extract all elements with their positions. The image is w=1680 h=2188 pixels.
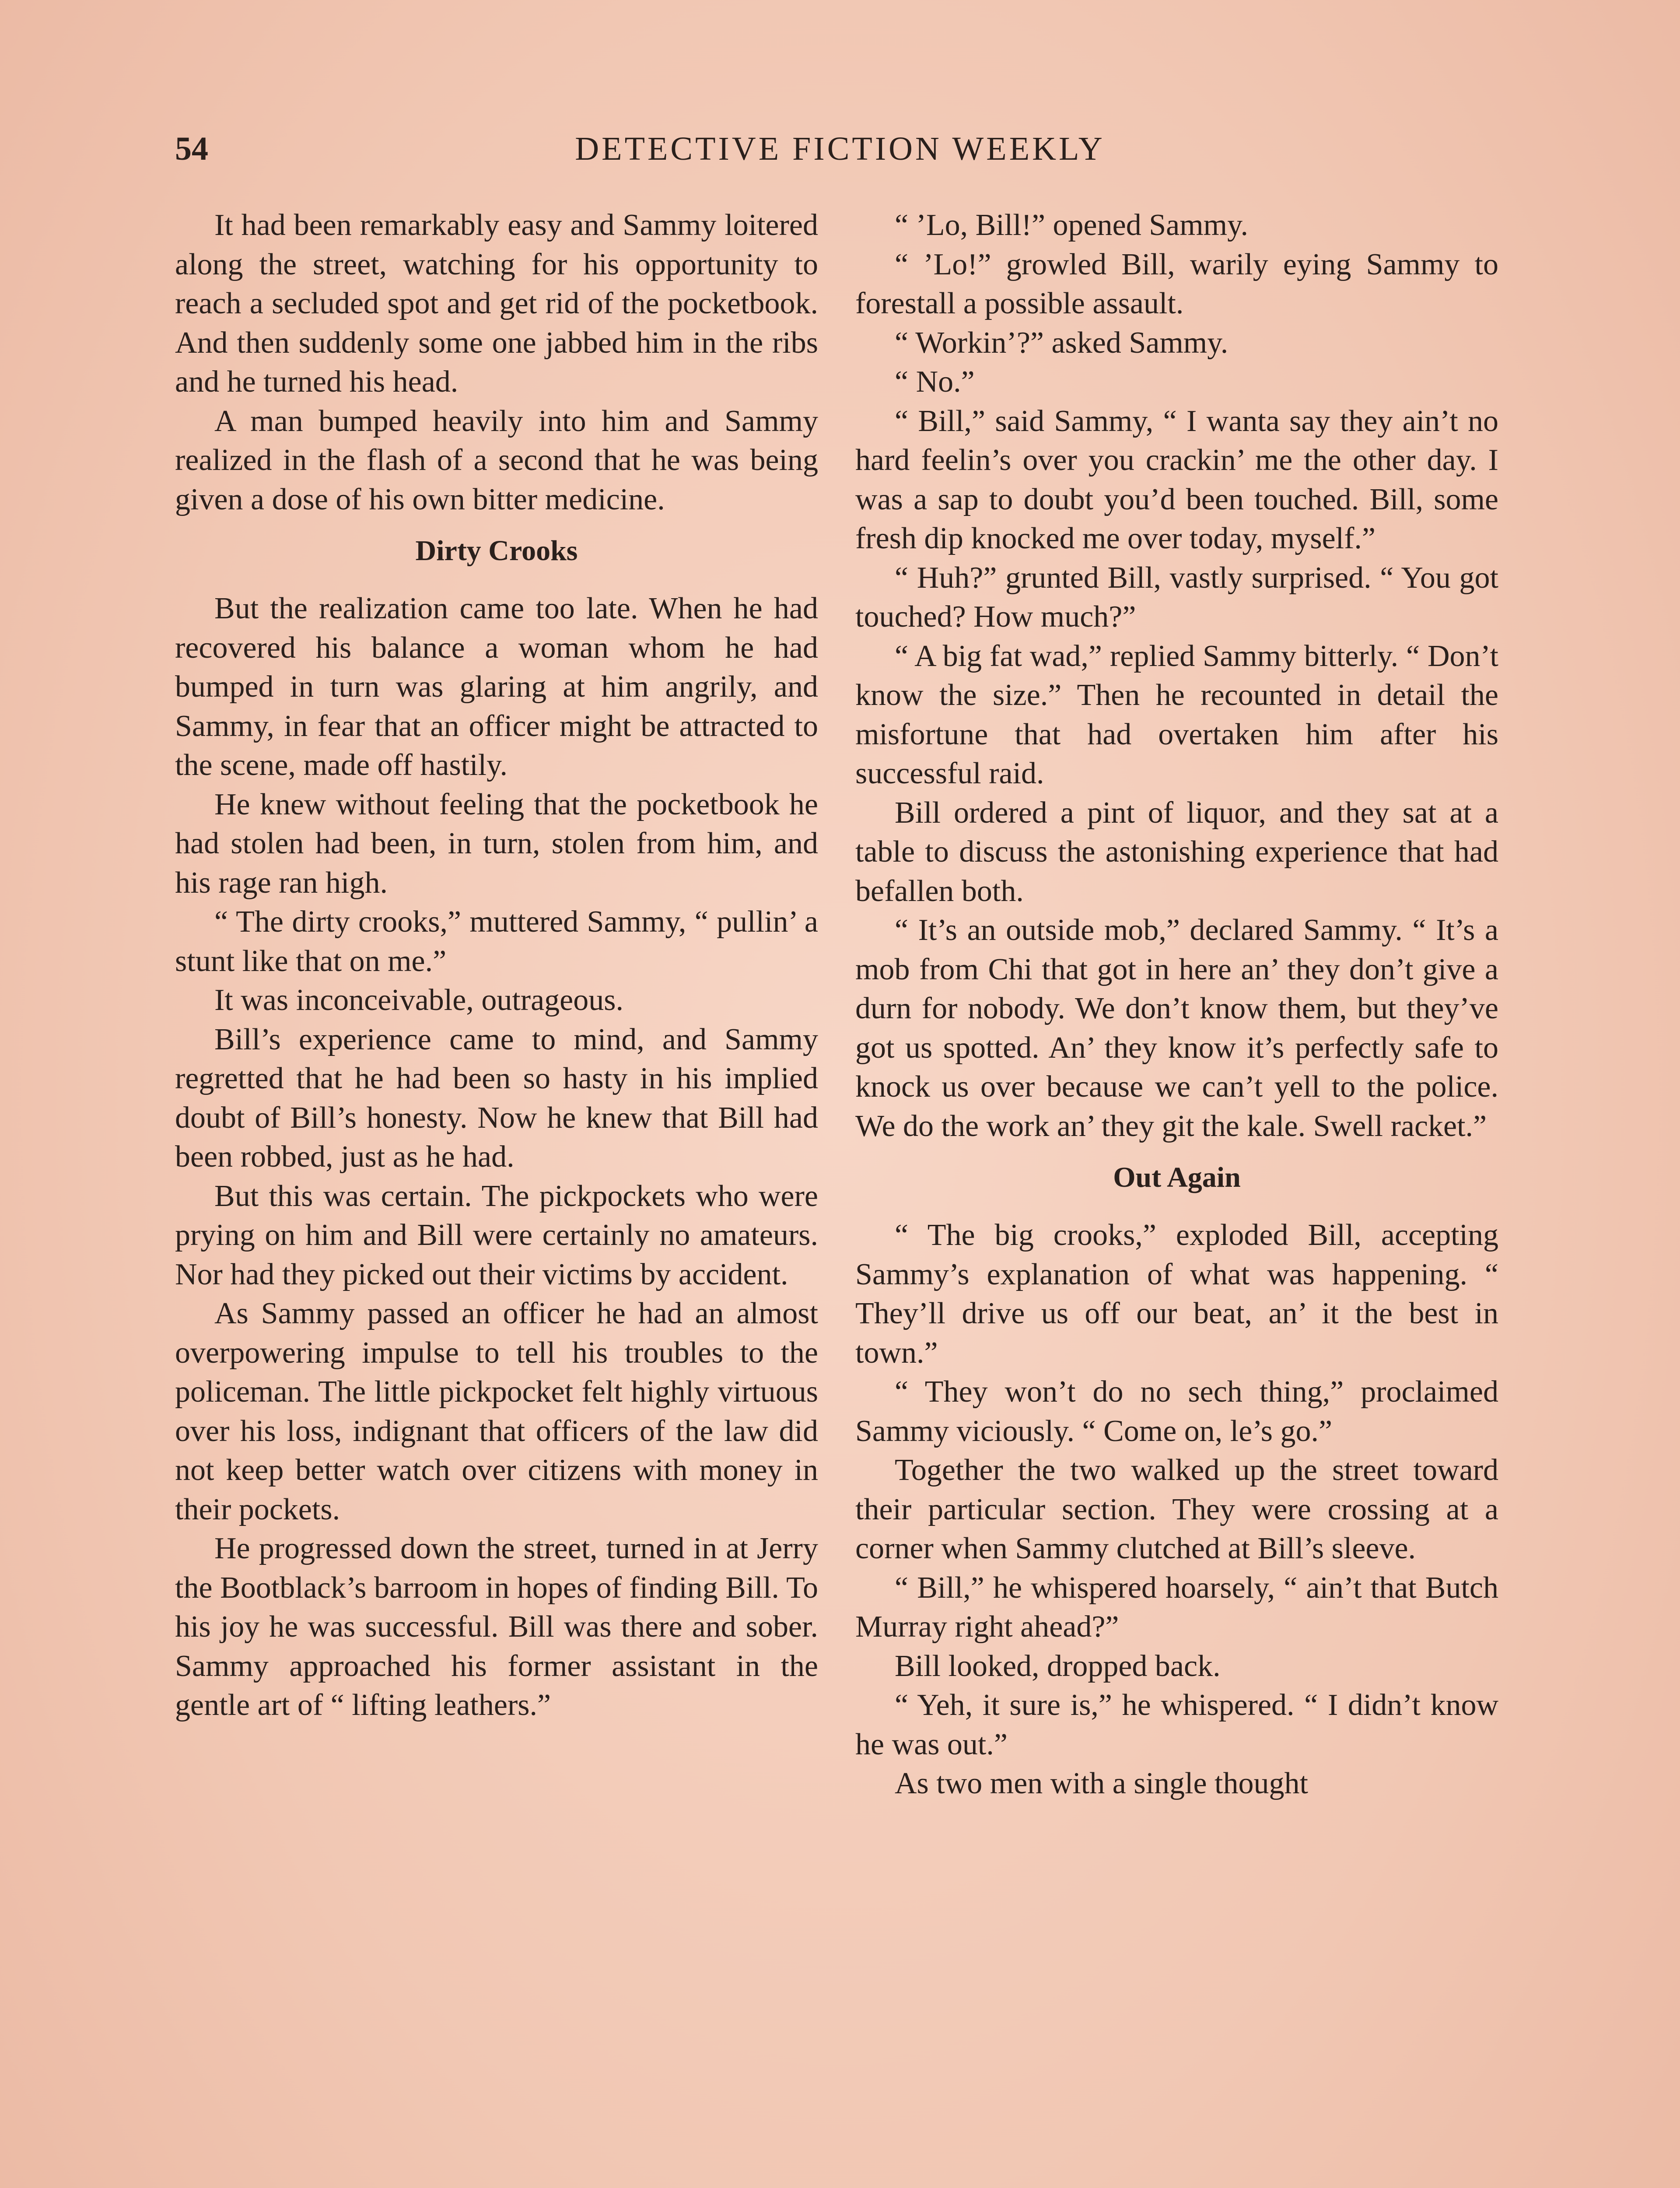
paragraph: “ No.” bbox=[895, 365, 975, 399]
right-column bbox=[855, 206, 1498, 1803]
paragraph: As two men with a single thought bbox=[895, 1767, 1308, 1800]
paragraph: “ Bill,” he whispered hoarsely, “ ain’t that Butch Murray right ahead?” bbox=[855, 1571, 1498, 1644]
paragraph: “ Yeh, it sure is,” he whispered. “ I didn’t know he was out.” bbox=[855, 1688, 1498, 1761]
paragraph: “ A big fat wad,” replied Sammy bitterly. “ Don’t know the size.” Then he recounted in detail the misfortune that had overtaken him after his successful raid. bbox=[855, 639, 1498, 790]
paragraph: But this was certain. The pickpockets who were prying on him and Bill were certainly no amateurs. Nor had they picked out their victims by accident. bbox=[175, 1179, 818, 1291]
page-header bbox=[175, 125, 1505, 173]
paragraph: “ Huh?” grunted Bill, vastly surprised. “ You got touched? How much?” bbox=[855, 561, 1498, 634]
paragraph: “ ’Lo!” growled Bill, warily eying Sammy to forestall a possible assault. bbox=[855, 247, 1498, 320]
paragraph: It had been remarkably easy and Sammy loitered along the street, watching for his opportunity to reach a secluded spot and get rid of the pocketbook. And then suddenly some one jabbed him in the ribs and he turned his head. bbox=[175, 208, 818, 399]
paragraph: “ Workin’?” asked Sammy. bbox=[895, 326, 1228, 360]
paragraph: “ It’s an outside mob,” declared Sammy. “ It’s a mob from Chi that got in here an’ they don’t give a durn for nobody. We don’t know them, but they’ve got us spotted. An’ they know it’s perfectly safe to knock us over because we can’t yell to the police. We do the work an’ they git the kale. Swell racket.” bbox=[855, 913, 1498, 1143]
paragraph: Together the two walked up the street toward their particular section. They were crossing at a corner when Sammy clutched at Bill’s sleeve. bbox=[855, 1453, 1498, 1565]
paragraph: “ The dirty crooks,” muttered Sammy, “ pullin’ a stunt like that on me.” bbox=[175, 905, 818, 978]
paragraph: Bill looked, dropped back. bbox=[895, 1649, 1221, 1683]
paragraph: Bill ordered a pint of liquor, and they sat at a table to discuss the astonishing experience that had befallen both. bbox=[855, 796, 1498, 908]
running-head: DETECTIVE FICTION WEEKLY bbox=[575, 130, 1105, 167]
paragraph: Bill’s experience came to mind, and Sammy regretted that he had been so hasty in his implied doubt of Bill’s honesty. Now he knew that Bill had been robbed, just as he had. bbox=[175, 1022, 818, 1174]
paragraph: “ ’Lo, Bill!” opened Sammy. bbox=[895, 208, 1249, 242]
paragraph: But the realization came too late. When he had recovered his balance a woman whom he had bumped in turn was glaring at him angrily, and Sammy, in fear that an officer might be attracted to the scene, made off hastily. bbox=[175, 592, 818, 782]
page-number: 54 bbox=[175, 130, 208, 167]
section-heading: Out Again bbox=[1113, 1161, 1241, 1193]
paragraph: “ They won’t do no sech thing,” proclaimed Sammy viciously. “ Come on, le’s go.” bbox=[855, 1375, 1498, 1448]
paragraph: He knew without feeling that the pocketbook he had stolen had been, in turn, stolen from him, and his rage ran high. bbox=[175, 787, 818, 900]
paragraph: “ The big crooks,” exploded Bill, accepting Sammy’s explanation of what was happening. “ They’ll drive us off our beat, an’ it the best in town.” bbox=[855, 1218, 1498, 1370]
paragraph: A man bumped heavily into him and Sammy realized in the flash of a second that he was being given a dose of his own bitter medicine. bbox=[175, 404, 818, 516]
paragraph: As Sammy passed an officer he had an almost overpowering impulse to tell his troubles to the policeman. The little pickpocket felt highly virtuous over his loss, indignant that officers of the law did not keep better watch over citizens with money in their pockets. bbox=[175, 1297, 818, 1526]
left-column bbox=[175, 206, 818, 1725]
paragraph: “ Bill,” said Sammy, “ I wanta say they ain’t no hard feelin’s over you crackin’ me the other day. I was a sap to doubt you’d been touched. Bill, some fresh dip knocked me over today, myself.” bbox=[855, 404, 1498, 555]
section-heading: Dirty Crooks bbox=[415, 535, 578, 567]
paragraph: It was inconceivable, outrageous. bbox=[214, 983, 623, 1017]
paragraph: He progressed down the street, turned in at Jerry the Bootblack’s barroom in hopes of finding Bill. To his joy he was successful. Bill was there and sober. Sammy approached his former assistant in the gentle art of “ lifting leathers.” bbox=[175, 1532, 818, 1722]
